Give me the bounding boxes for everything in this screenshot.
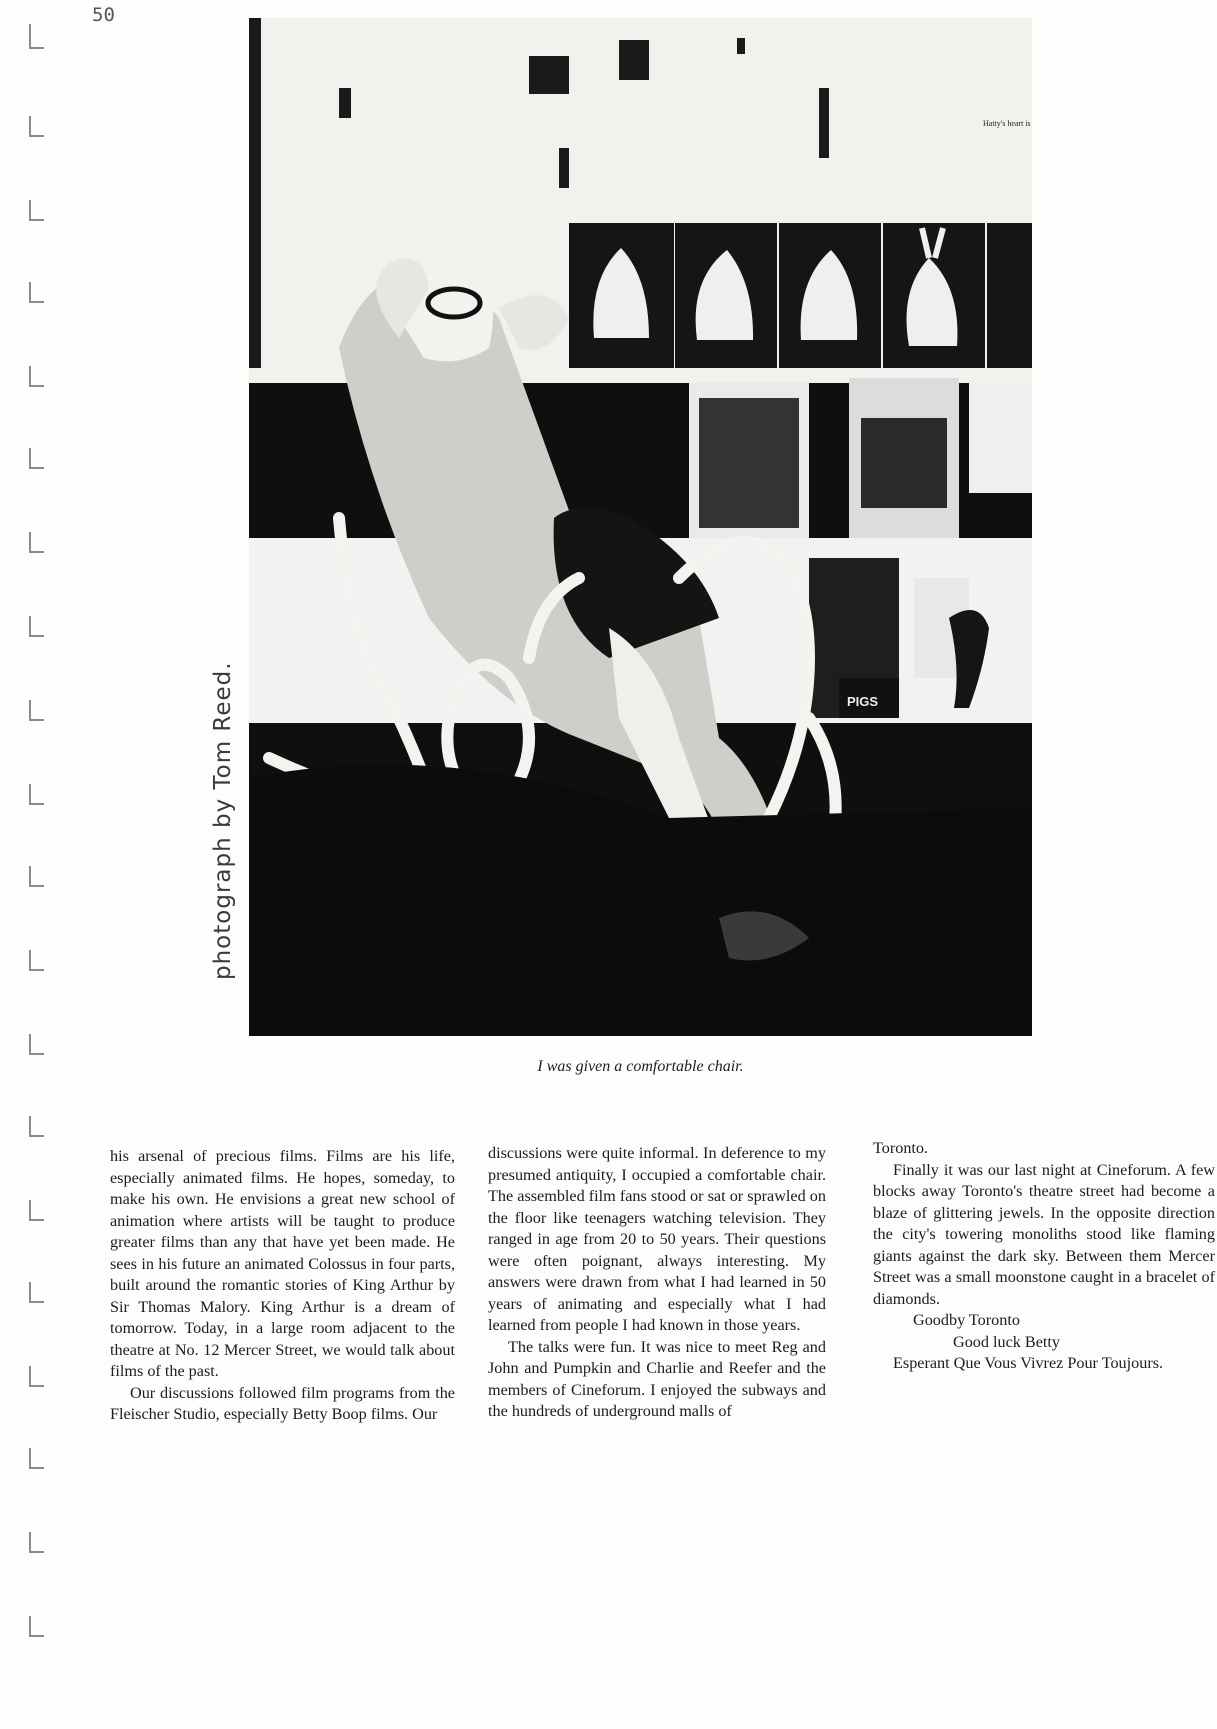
page-number: 50 [92,4,115,26]
text-column-3 [873,1138,1215,1375]
paragraph: his arsenal of precious films. Films are his life, especially animated films. He hopes, someday, to make his own. He envisions a great new school of animation where artists will be taught to produce greater films than any that have yet been made. He sees in his future an animated Colossus in four parts, built around the romantic stories of King Arthur by Sir Thomas Malory. King Arthur is a dream of tomorrow. Today, in a large room adjacent to the theatre at No. 12 Mercer Street, we would talk about films of the past. [110,1147,455,1380]
paragraph: discussions were quite informal. In deference to my presumed antiquity, I occupied a comfortable chair. The assembled film fans stood or sat or sprawled on the floor like teenagers watching television. They ranged in age from 20 to 50 years. Their questions were often poignant, always interesting. My answers were drawn from what I had learned in 50 years of animating and especially what I had learned from people I had known in those years. [488,1144,826,1334]
paragraph: Our discussions followed film programs from the Fleischer Studio, especially Betty Boop films. Our [110,1383,455,1423]
paragraph: Finally it was our last night at Cineforum. A few blocks away Toronto's theatre street had become a blaze of glittering jewels. In the opposite direction the city's towering monoliths stood like flaming giants against the dark sky. Between them Mercer Street was a small moonstone caught in a bracelet of diamonds. [873,1160,1215,1308]
closing-line: Goodby Toronto [913,1311,1020,1329]
paragraph: The talks were fun. It was nice to meet Reg and John and Pumpkin and Charlie and Reefer and the members of Cineforum. I enjoyed the subways and the hundreds of underground malls of [488,1337,826,1420]
pigs-sign: PIGS [847,694,879,709]
photo-caption: I was given a comfortable chair. [537,1058,744,1075]
binding-holes [0,0,60,1729]
framed-pictures [569,223,1032,368]
photo-credit: photograph by Tom Reed. [210,661,236,980]
text-column-2 [488,1143,826,1423]
photograph [249,18,1032,1036]
poster-text: Hatty's heart is [983,119,1031,128]
closing-line: Esperant Que Vous Vivrez Pour Toujours. [893,1354,1164,1372]
closing-line: Good luck Betty [953,1332,1061,1351]
text-column-1 [110,1146,455,1426]
paragraph: Toronto. [873,1139,929,1157]
